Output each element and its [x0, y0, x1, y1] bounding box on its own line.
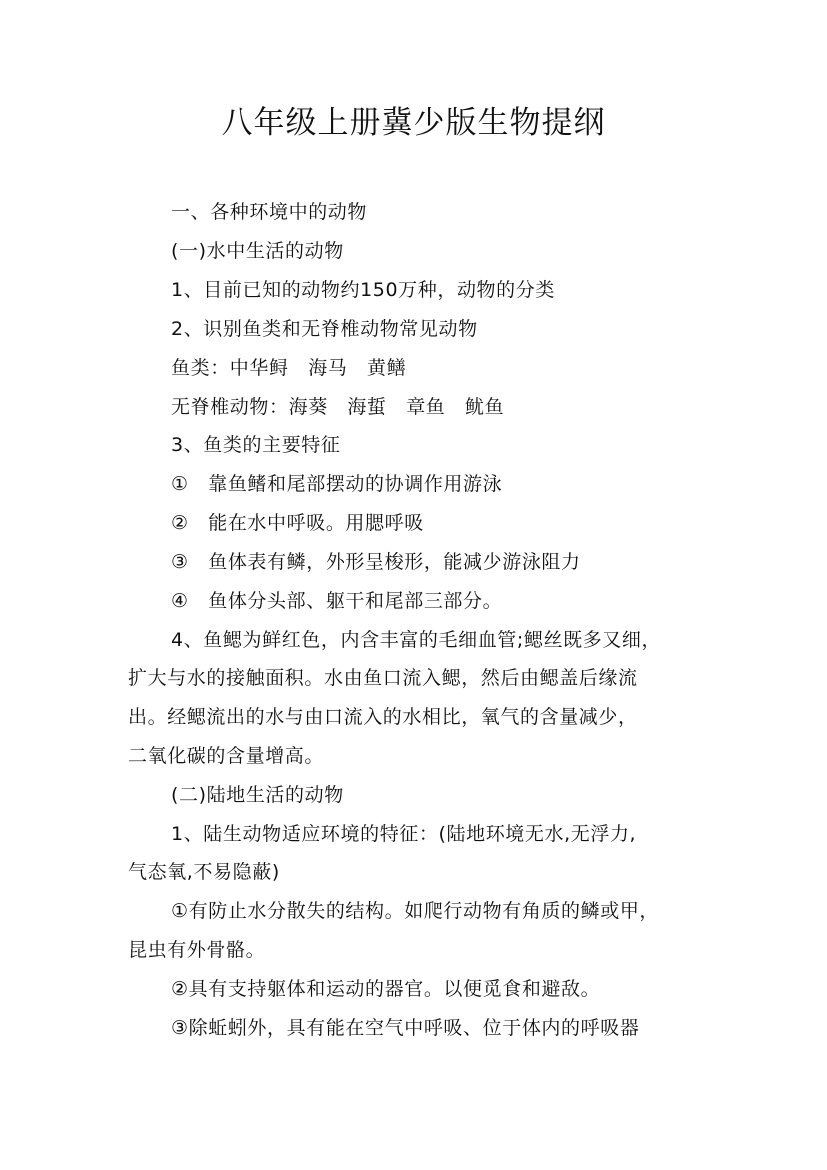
text-line: 1、目前已知的动物约150万种，动物的分类 [171, 279, 555, 301]
list-item: ③ 鱼体表有鳞，外形呈梭形，能减少游泳阻力 [171, 551, 581, 573]
paragraph-line: 昆虫有外骨骼。 [128, 939, 266, 961]
paragraph-line: 4、鱼鳃为鲜红色，内含丰富的毛细血管;鳃丝既多又细， [171, 629, 662, 651]
document-title: 八年级上册冀少版生物提纲 [221, 105, 606, 141]
paragraph-line: ①有防止水分散失的结构。如爬行动物有角质的鳞或甲， [171, 900, 660, 922]
paragraph-line: 出。经鳃流出的水与由口流入的水相比，氧气的含量减少， [128, 706, 638, 728]
paragraph-line: 二氧化碳的含量增高。 [128, 745, 325, 767]
section-heading-environments: 一、各种环境中的动物 [171, 201, 368, 223]
list-item: ④ 鱼体分头部、躯干和尾部三部分。 [171, 590, 503, 612]
paragraph-line: ②具有支持躯体和运动的器官。以便觅食和避敌。 [171, 978, 601, 1000]
text-line: 2、识别鱼类和无脊椎动物常见动物 [171, 318, 478, 340]
text-line: 无脊椎动物：海葵 海蜇 章鱼 鱿鱼 [171, 396, 505, 418]
text-line: 鱼类：中华鲟 海马 黄鳝 [171, 357, 407, 379]
subsection-heading-aquatic: (一)水中生活的动物 [171, 240, 344, 262]
paragraph-line: 1、陆生动物适应环境的特征：(陆地环境无水,无浮力, [171, 823, 637, 845]
paragraph-line: ③除蚯蚓外，具有能在空气中呼吸、位于体内的呼吸器 [171, 1017, 640, 1039]
paragraph-line: 扩大与水的接触面积。水由鱼口流入鳃，然后由鳃盖后缘流 [128, 667, 638, 689]
list-item: ① 靠鱼鳍和尾部摆动的协调作用游泳 [171, 473, 503, 495]
paragraph-line: 气态氧,不易隐蔽) [128, 861, 280, 883]
text-line: 3、鱼类的主要特征 [171, 434, 341, 456]
subsection-heading-terrestrial: (二)陆地生活的动物 [171, 784, 344, 806]
list-item: ② 能在水中呼吸。用腮呼吸 [171, 512, 424, 534]
